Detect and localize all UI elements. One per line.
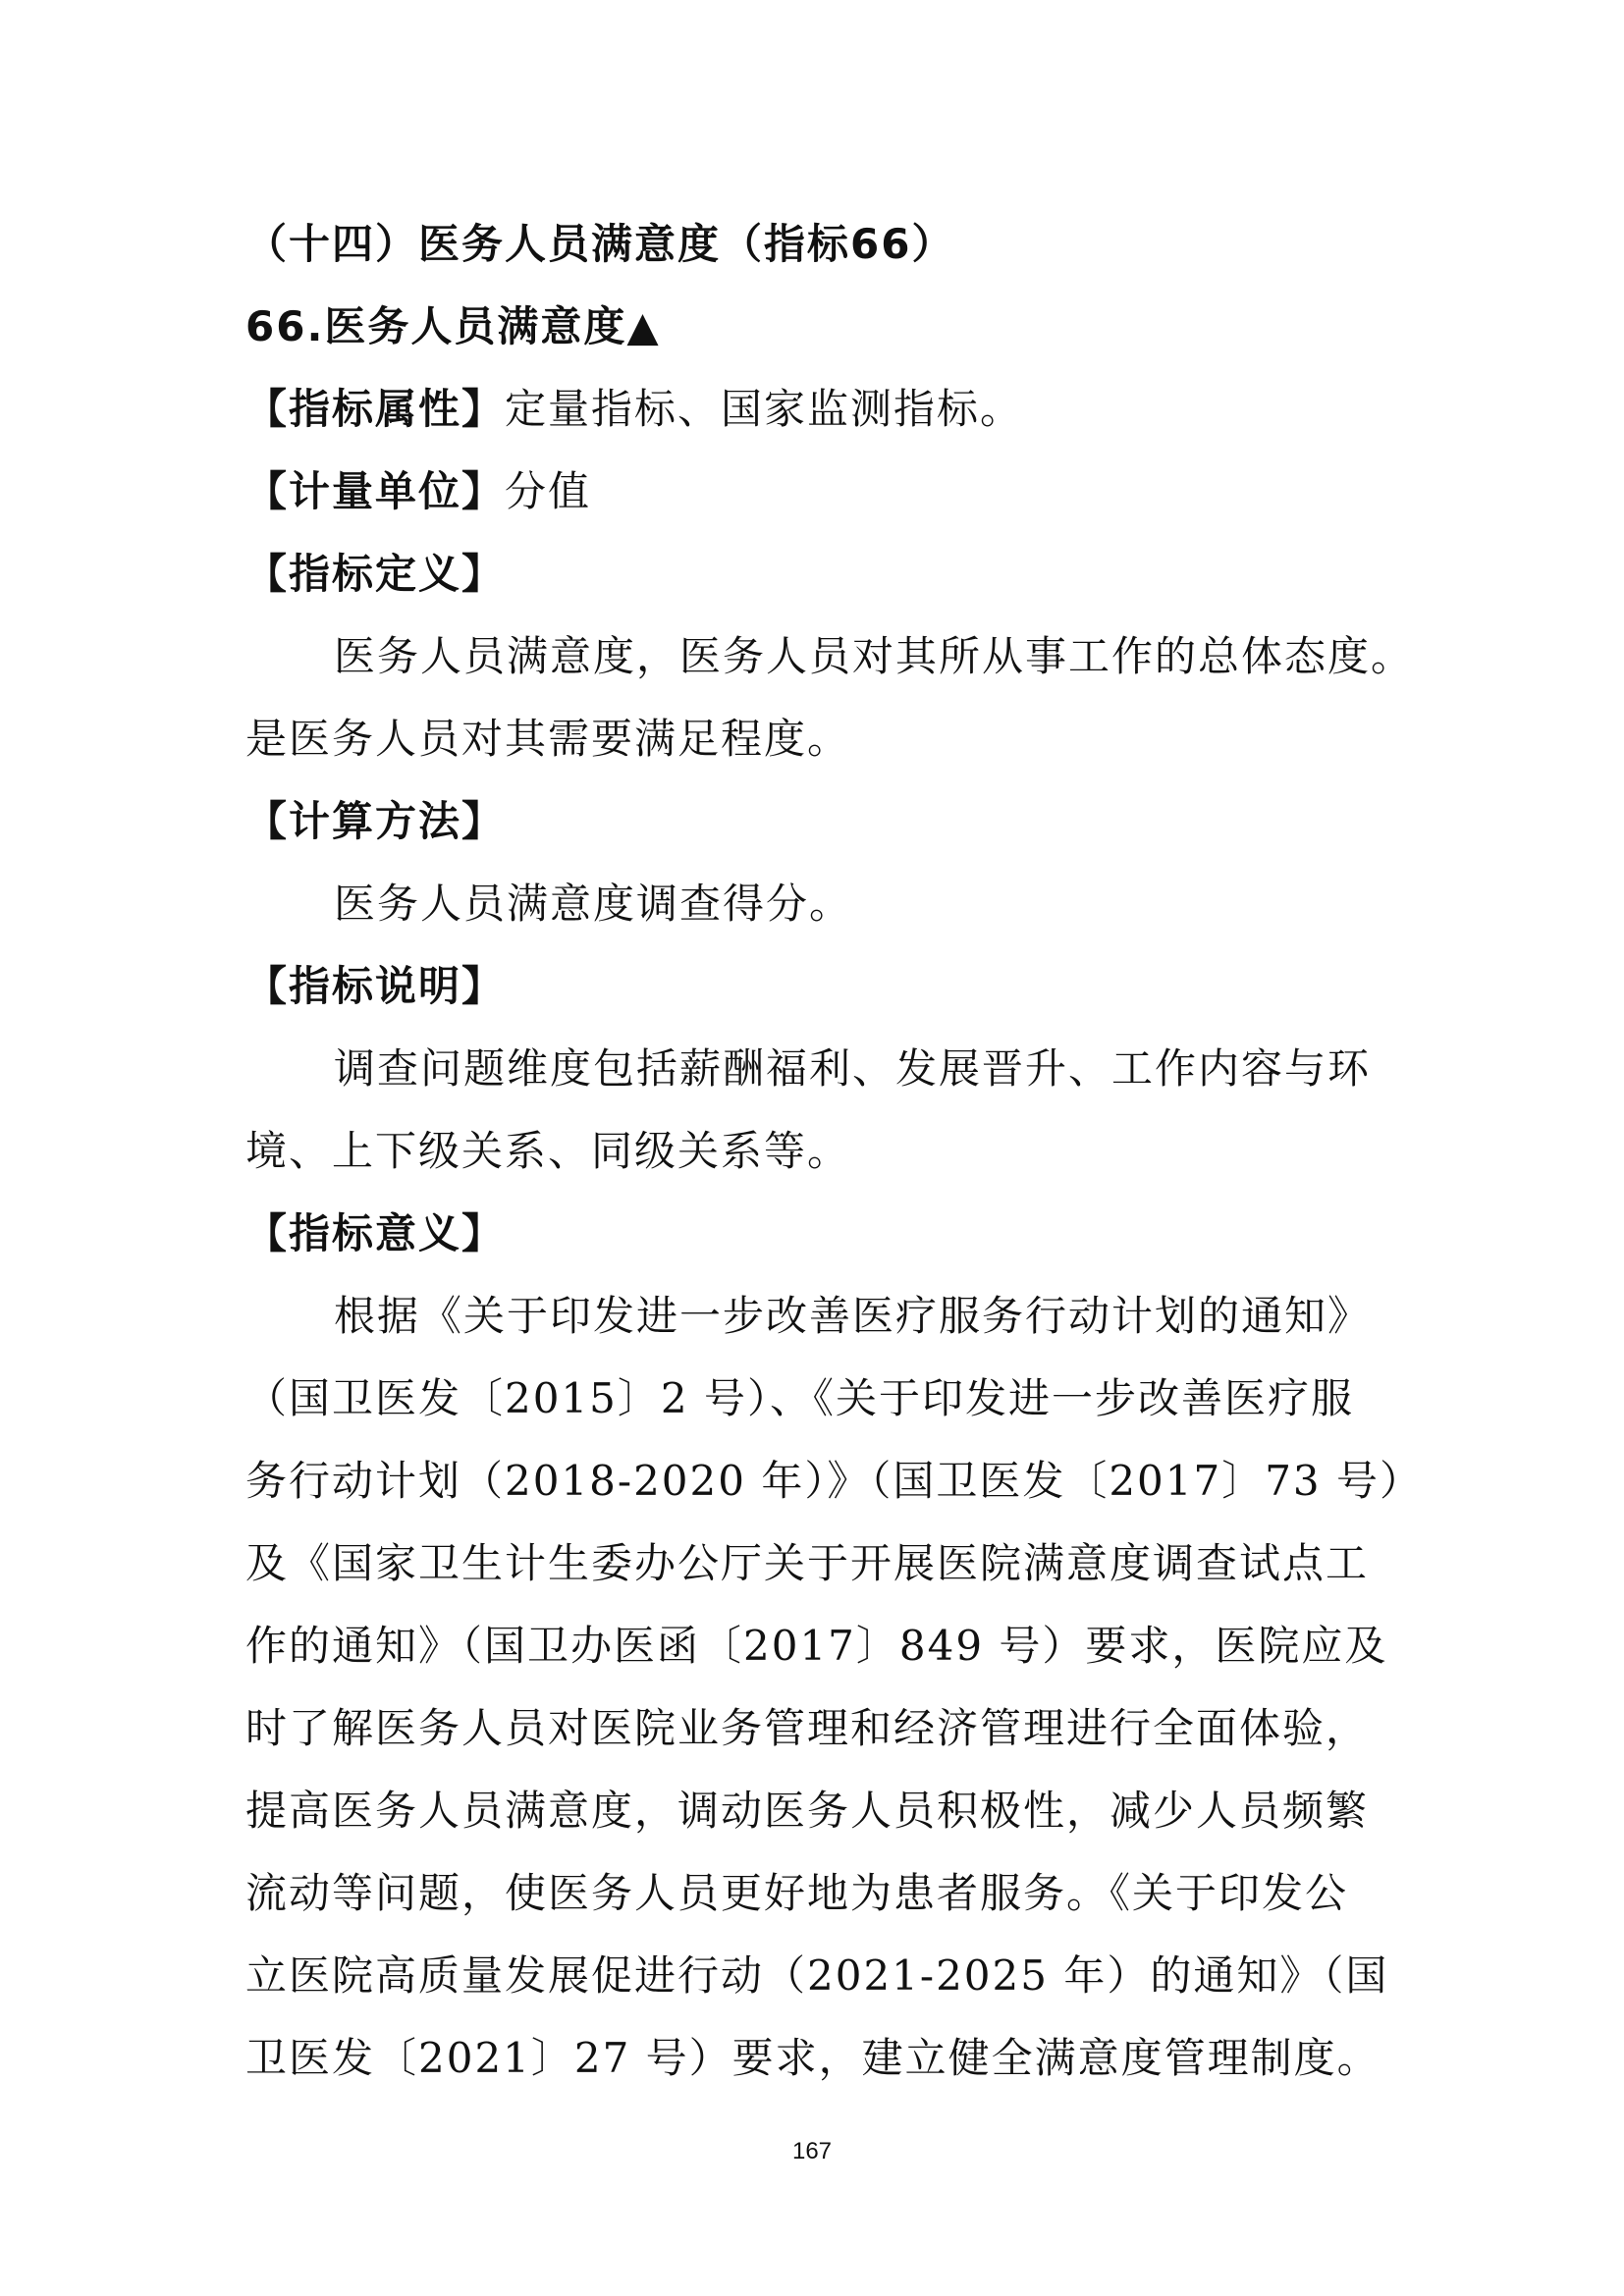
explanation-line-1: 调查问题维度包括薪酬福利、发展晋升、工作内容与环 [334, 1044, 1372, 1093]
method-line-1: 医务人员满意度调查得分。 [334, 880, 853, 928]
significance-line-7: 提高医务人员满意度，调动医务人员积极性，减少人员频繁 [245, 1787, 1370, 1835]
definition-line-1: 医务人员满意度，医务人员对其所从事工作的总体态度。 [334, 632, 1415, 680]
significance-line-8: 流动等问题，使医务人员更好地为患者服务。《关于印发公 [245, 1869, 1349, 1917]
significance-line-10: 卫医发〔2021〕27 号）要求，建立健全满意度管理制度。 [245, 2034, 1380, 2082]
unit-value: 分值 [505, 467, 592, 515]
significance-line-9: 立医院高质量发展促进行动（2021-2025 年）的通知》（国 [245, 1951, 1389, 2000]
unit-label: 【计量单位】 [245, 467, 506, 515]
significance-line-5: 作的通知》（国卫办医函〔2017〕849 号）要求，医院应及 [245, 1622, 1388, 1670]
attribute-value: 定量指标、国家监测指标。 [505, 385, 1024, 433]
definition-label: 【指标定义】 [245, 550, 506, 598]
method-label: 【计算方法】 [245, 797, 506, 845]
significance-line-2: （国卫医发〔2015〕2 号）、《关于印发进一步改善医疗服 [245, 1374, 1354, 1422]
attribute-label: 【指标属性】 [245, 385, 506, 433]
unit-row [245, 462, 591, 521]
significance-line-4: 及《国家卫生计生委办公厅关于开展医院满意度调查试点工 [245, 1539, 1370, 1587]
definition-line-2: 是医务人员对其需要满足程度。 [245, 715, 851, 763]
explanation-line-2: 境、上下级关系、同级关系等。 [245, 1127, 851, 1175]
significance-label: 【指标意义】 [245, 1209, 506, 1257]
significance-line-1: 根据《关于印发进一步改善医疗服务行动计划的通知》 [334, 1292, 1372, 1340]
attribute-row [245, 380, 1023, 439]
page-number: 167 [791, 2138, 833, 2164]
significance-line-6: 时了解医务人员对医院业务管理和经济管理进行全面体验， [245, 1704, 1370, 1752]
significance-line-3: 务行动计划（2018-2020 年）》（国卫医发〔2017〕73 号） [245, 1457, 1423, 1505]
section-heading: （十四）医务人员满意度（指标66） [245, 220, 955, 268]
indicator-title: 66.医务人员满意度▲ [245, 302, 661, 350]
explanation-label: 【指标说明】 [245, 962, 506, 1010]
